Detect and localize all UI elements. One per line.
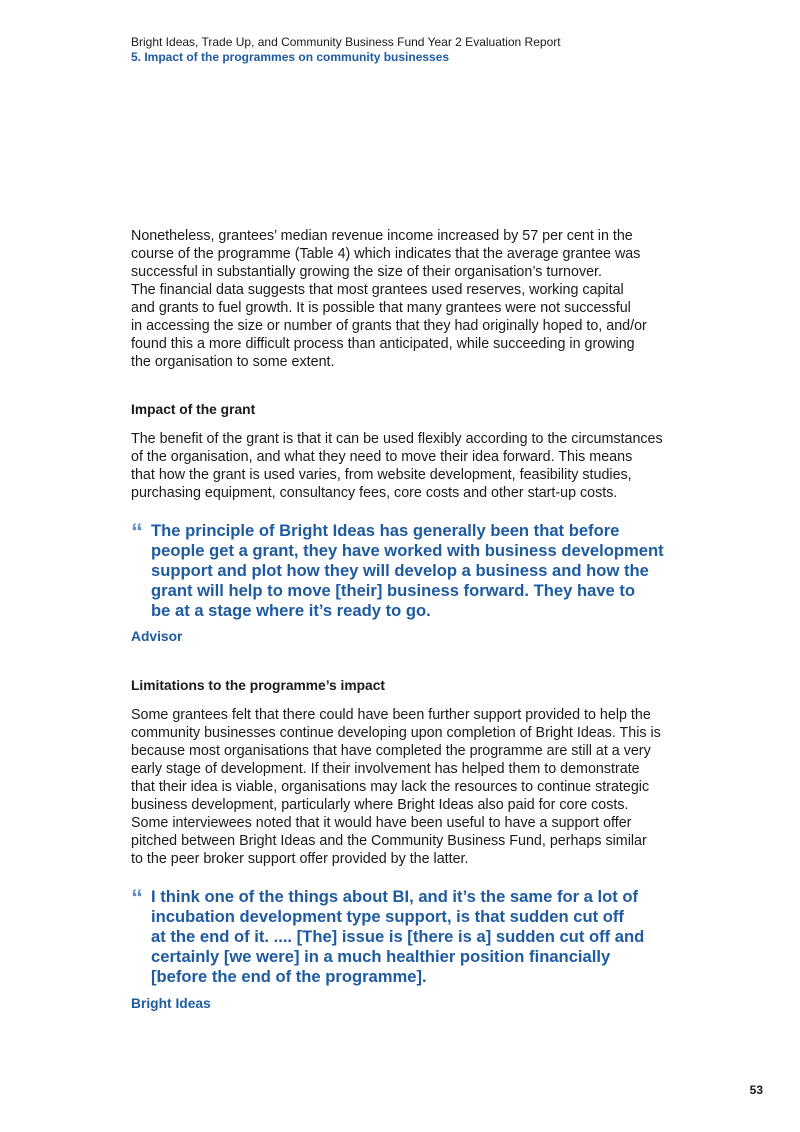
impact-paragraph (131, 430, 663, 502)
text-line: community businesses continue developing upon completion of Bright Ideas. This is (131, 725, 661, 741)
text-line: early stage of development. If their involvement has helped them to demonstrate (131, 761, 640, 777)
text-line: that their idea is viable, organisations may lack the resources to continue strategic (131, 779, 650, 795)
limitations-heading: Limitations to the programme’s impact (131, 678, 386, 693)
limitations-paragraph (131, 706, 661, 868)
text-line: found this a more difficult process than anticipated, while succeeding in growing (131, 336, 635, 352)
quote-line: grant will help to move [their] business forward. They have to (151, 581, 636, 600)
quote-line: be at a stage where it’s ready to go. (151, 601, 431, 620)
quote-line: I think one of the things about BI, and it’s the same for a lot of (151, 887, 639, 906)
quote-attribution: Advisor (131, 629, 183, 644)
text-line: pitched between Bright Ideas and the Community Business Fund, perhaps similar (131, 833, 647, 849)
quote-attribution: Bright Ideas (131, 996, 211, 1011)
quote-line: incubation development type support, is that sudden cut off (151, 907, 624, 926)
quote-line: at the end of it. .... [The] issue is [there is a] sudden cut off and (151, 927, 645, 946)
text-line: The financial data suggests that most grantees used reserves, working capital (131, 282, 624, 298)
text-line: because most organisations that have completed the programme are still at a very (131, 743, 651, 759)
quote-line: [before the end of the programme]. (151, 967, 427, 986)
text-line: of the organisation, and what they need to move their idea forward. This means (131, 449, 633, 465)
quote-line: The principle of Bright Ideas has generally been that before (151, 521, 620, 540)
text-line: in accessing the size or number of grants that they had originally hoped to, and/or (131, 318, 647, 334)
report-title: Bright Ideas, Trade Up, and Community Business Fund Year 2 Evaluation Report (131, 35, 561, 49)
advisor-pull-quote (131, 521, 664, 621)
text-line: course of the programme (Table 4) which indicates that the average grantee was (131, 246, 641, 262)
quote-line: support and plot how they will develop a business and how the (151, 561, 649, 580)
text-line: to the peer broker support offer provided by the latter. (131, 851, 469, 867)
quote-line: certainly [we were] in a much healthier position financially (151, 947, 611, 966)
quote-text (151, 887, 644, 987)
text-line: Nonetheless, grantees’ median revenue income increased by 57 per cent in the (131, 228, 633, 244)
intro-paragraph (131, 227, 647, 371)
quote-line: people get a grant, they have worked with business development (151, 541, 664, 560)
quote-text (151, 521, 664, 621)
text-line: business development, particularly where Bright Ideas also paid for core costs. (131, 797, 629, 813)
text-line: Some grantees felt that there could have been further support provided to help the (131, 707, 651, 723)
section-title: 5. Impact of the programmes on community businesses (131, 50, 450, 64)
impact-heading: Impact of the grant (131, 402, 256, 417)
text-line: and grants to fuel growth. It is possible that many grantees were not successful (131, 300, 631, 316)
running-header (131, 35, 561, 65)
bright-ideas-pull-quote (131, 887, 644, 987)
quote-mark-icon: “ (131, 885, 143, 912)
page-number: 53 (749, 1083, 763, 1097)
text-line: purchasing equipment, consultancy fees, core costs and other start-up costs. (131, 485, 618, 501)
quote-mark-icon: “ (131, 519, 143, 546)
text-line: the organisation to some extent. (131, 354, 335, 370)
text-line: Some interviewees noted that it would have been useful to have a support offer (131, 815, 632, 831)
text-line: successful in substantially growing the size of their organisation’s turnover. (131, 264, 602, 280)
text-line: that how the grant is used varies, from website development, feasibility studies, (131, 467, 632, 483)
text-line: The benefit of the grant is that it can be used flexibly according to the circumstances (131, 431, 663, 447)
